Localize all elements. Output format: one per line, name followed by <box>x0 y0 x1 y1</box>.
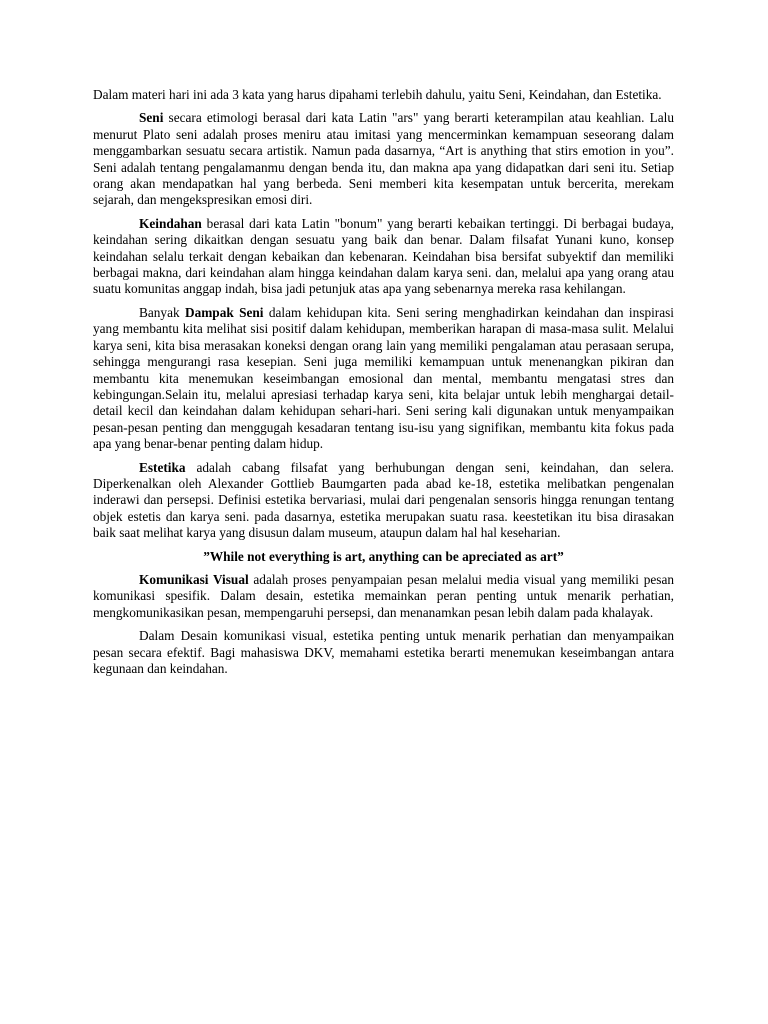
art-quote: ”While not everything is art, anything can be apreciated as art” <box>203 548 564 564</box>
document-page <box>93 87 674 684</box>
komunikasi-visual-term: Komunikasi Visual <box>139 571 249 587</box>
estetika-term: Estetika <box>139 459 186 475</box>
keindahan-paragraph <box>93 216 674 298</box>
komunikasi-visual-paragraph <box>93 572 674 621</box>
dampak-seni-term: Dampak Seni <box>184 304 264 320</box>
dampak-prefix: Banyak <box>139 304 185 320</box>
estetika-text: adalah cabang filsafat yang berhubungan dengan seni, keindahan, dan selera. Diperkenalkan oleh Alexander Gottlieb Baumgarten pada abad ke-18, estetika melibatkan pengenalan inderawi dan persepsi. Definisi estetika bervariasi, mulai dari pengenalan sensoris hingga renungan tentang objek estetis dan karya seni. pada dasarnya, estetika merupakan suatu rasa. keestetikan itu bisa dirasakan baik saat melihat karya yang disusun dalam museum, ataupun dalam hal hal keseharian. <box>93 459 674 541</box>
dampak-text: dalam kehidupan kita. Seni sering menghadirkan keindahan dan inspirasi yang membantu kita melihat sisi positif dalam kehidupan, memberikan harapan di masa-masa sulit. Melalui karya seni, kita bisa merasakan koneksi dengan orang lain yang memiliki pengalaman atau perasaan serupa, sehingga mengurangi rasa kesepian. Seni juga memiliki kemampuan untuk menenangkan pikiran dan membantu kita menemukan keseimbangan emosional dan mental, membantu mengatasi stres dan kebingungan.Selain itu, melalui apresiasi terhadap karya seni, kita belajar untuk lebih menghargai detail-detail kecil dan keindahan dalam kehidupan sehari-hari. Seni sering kali digunakan untuk menyampaikan pesan-pesan penting dan menggugah kesadaran tentang isu-isu yang signifikan, membantu kita fokus pada apa yang benar-benar penting dalam hidup. <box>93 304 674 452</box>
keindahan-term: Keindahan <box>139 215 202 231</box>
komunikasi-text: adalah proses penyampaian pesan melalui media visual yang memiliki pesan komunikasi spesifik. Dalam desain, estetika memainkan peran penting untuk menarik perhatian, mengkomunikasikan pesan, mempengaruhi persepsi, dan menanamkan pesan lebih dalam pada khalayak. <box>93 571 675 620</box>
closing-paragraph: Dalam Desain komunikasi visual, estetika penting untuk menarik perhatian dan menyampaikan pesan secara efektif. Bagi mahasiswa DKV, memahami estetika berarti menemukan keseimbangan antara kegunaan dan keindahan. <box>93 628 674 676</box>
seni-term: Seni <box>139 110 164 126</box>
keindahan-text: berasal dari kata Latin "bonum" yang berarti kebaikan tertinggi. Di berbagai budaya, keindahan sering dikaitkan dengan sesuatu yang baik dan benar. Dalam filsafat Yunani kuno, konsep keindahan selalu terkait dengan kebaikan dan kebenaran. Keindahan bisa bersifat subyektif dan memiliki berbagai makna, dari keindahan alam hingga keindahan dalam karya seni. dan, melalui apa yang orang atau suatu komunitas anggap indah, bisa jadi petunjuk atas apa yang sebenarnya mereka rasa kehilangan. <box>93 215 674 297</box>
dampak-seni-paragraph <box>93 305 674 453</box>
seni-text: secara etimologi berasal dari kata Latin "ars" yang berarti keterampilan atau keahlian. Lalu menurut Plato seni adalah proses meniru atau imitasi yang mencerminkan kemampuan seseorang dalam menggambarkan sesuatu secara artistik. Namun pada dasarnya, “Art is anything that stirs emotion in you”. Seni adalah tentang pengalamanmu dengan benda itu, dan makna apa yang didapatkan dari seni itu. Setiap orang akan mendapatkan hal yang berbeda. Seni memberi kita kesempatan untuk bercerita, merekam sejarah, dan mengekspresikan emosi diri. <box>93 110 674 208</box>
estetika-paragraph <box>93 460 674 542</box>
intro-paragraph: Dalam materi hari ini ada 3 kata yang harus dipahami terlebih dahulu, yaitu Seni, Keindahan, dan Estetika. <box>93 87 662 102</box>
seni-paragraph <box>93 110 674 208</box>
